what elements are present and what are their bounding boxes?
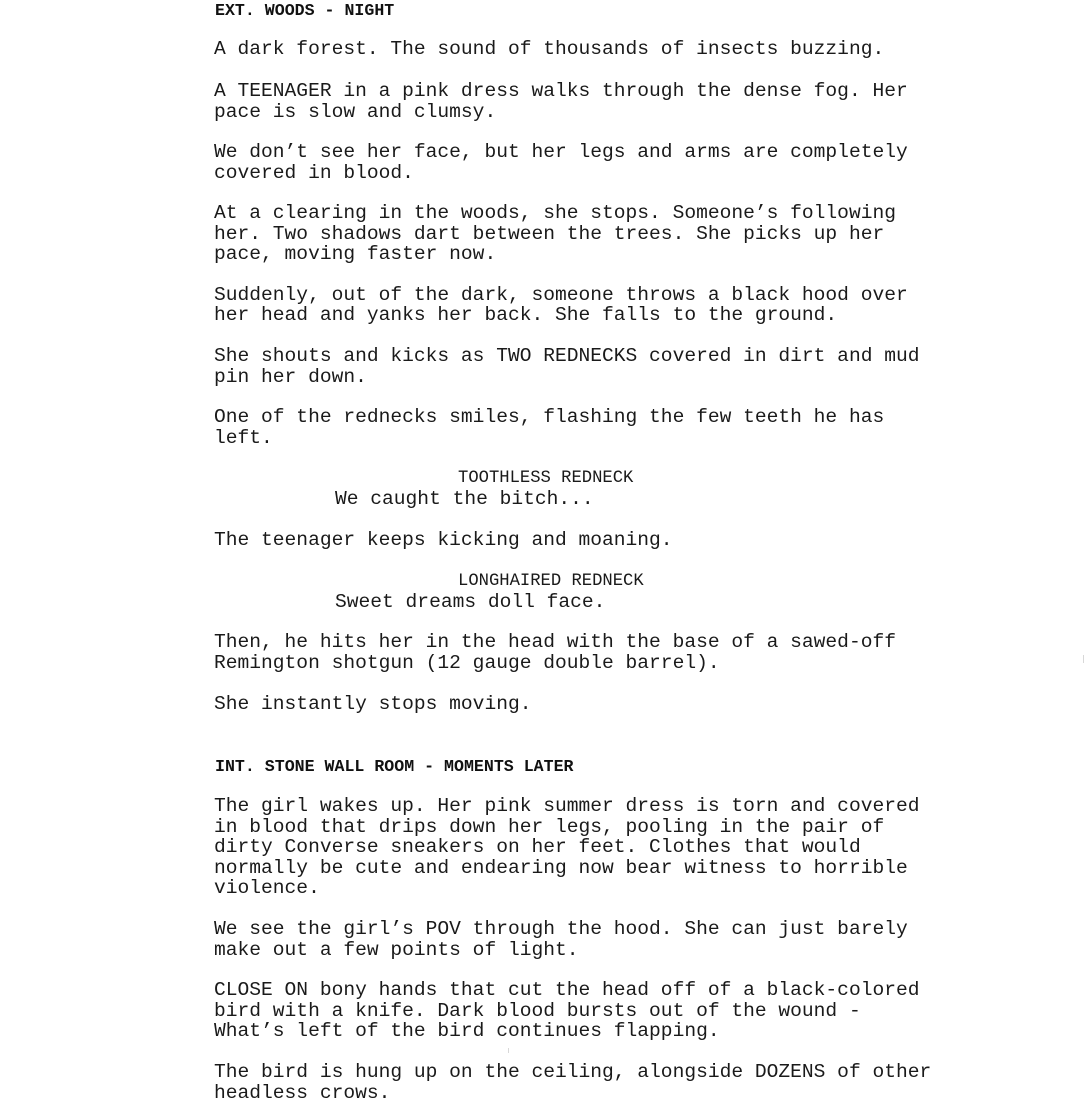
action-line: pace is slow and clumsy. bbox=[214, 101, 497, 123]
action-line: We see the girl’s POV through the hood. She can just barely bbox=[214, 918, 908, 940]
action-line: covered in blood. bbox=[214, 162, 414, 184]
action-line: violence. bbox=[214, 877, 320, 899]
action-line: pin her down. bbox=[214, 366, 367, 388]
action-line: normally be cute and endearing now bear witness to horrible bbox=[214, 857, 908, 879]
action-line: left. bbox=[214, 427, 273, 449]
action-line: headless crows. bbox=[214, 1082, 391, 1104]
scan-speck bbox=[508, 1048, 509, 1053]
action-line: in blood that drips down her legs, pooling in the pair of bbox=[214, 816, 885, 838]
action-line: The bird is hung up on the ceiling, alongside DOZENS of other bbox=[214, 1061, 932, 1083]
action-line: We don’t see her face, but her legs and arms are completely bbox=[214, 141, 908, 163]
character-name-longhaired-redneck: LONGHAIRED REDNECK bbox=[458, 572, 644, 591]
action-line: pace, moving faster now. bbox=[214, 243, 497, 265]
action-line: At a clearing in the woods, she stops. Someone’s following bbox=[214, 202, 896, 224]
action-line: She shouts and kicks as TWO REDNECKS covered in dirt and mud bbox=[214, 345, 920, 367]
action-line: One of the rednecks smiles, flashing the few teeth he has bbox=[214, 406, 885, 428]
scene-heading-woods: EXT. WOODS - NIGHT bbox=[215, 1, 395, 20]
action-line: dirty Converse sneakers on her feet. Clothes that would bbox=[214, 836, 861, 858]
action-line: bird with a knife. Dark blood bursts out of the wound - bbox=[214, 1000, 861, 1022]
action-line: her head and yanks her back. She falls to the ground. bbox=[214, 304, 838, 326]
action-line: make out a few points of light. bbox=[214, 939, 579, 961]
action-line: CLOSE ON bony hands that cut the head off of a black-colored bbox=[214, 979, 920, 1001]
dialogue-line: We caught the bitch... bbox=[335, 488, 594, 510]
action-line: her. Two shadows dart between the trees. She picks up her bbox=[214, 223, 885, 245]
action-line: Remington shotgun (12 gauge double barrel). bbox=[214, 652, 720, 674]
character-name-toothless-redneck: TOOTHLESS REDNECK bbox=[458, 469, 634, 488]
action-line: The girl wakes up. Her pink summer dress is torn and covered bbox=[214, 795, 920, 817]
action-line: Then, he hits her in the head with the base of a sawed-off bbox=[214, 631, 896, 653]
action-line: A TEENAGER in a pink dress walks through the dense fog. Her bbox=[214, 80, 908, 102]
scene-heading-stone-wall-room: INT. STONE WALL ROOM - MOMENTS LATER bbox=[215, 757, 574, 776]
action-line: A dark forest. The sound of thousands of insects buzzing. bbox=[214, 38, 885, 60]
scan-speck bbox=[1083, 655, 1084, 663]
action-line: What’s left of the bird continues flapping. bbox=[214, 1020, 720, 1042]
action-line: Suddenly, out of the dark, someone throws a black hood over bbox=[214, 284, 908, 306]
action-line: She instantly stops moving. bbox=[214, 693, 532, 715]
dialogue-line: Sweet dreams doll face. bbox=[335, 591, 606, 613]
action-line: The teenager keeps kicking and moaning. bbox=[214, 529, 673, 551]
